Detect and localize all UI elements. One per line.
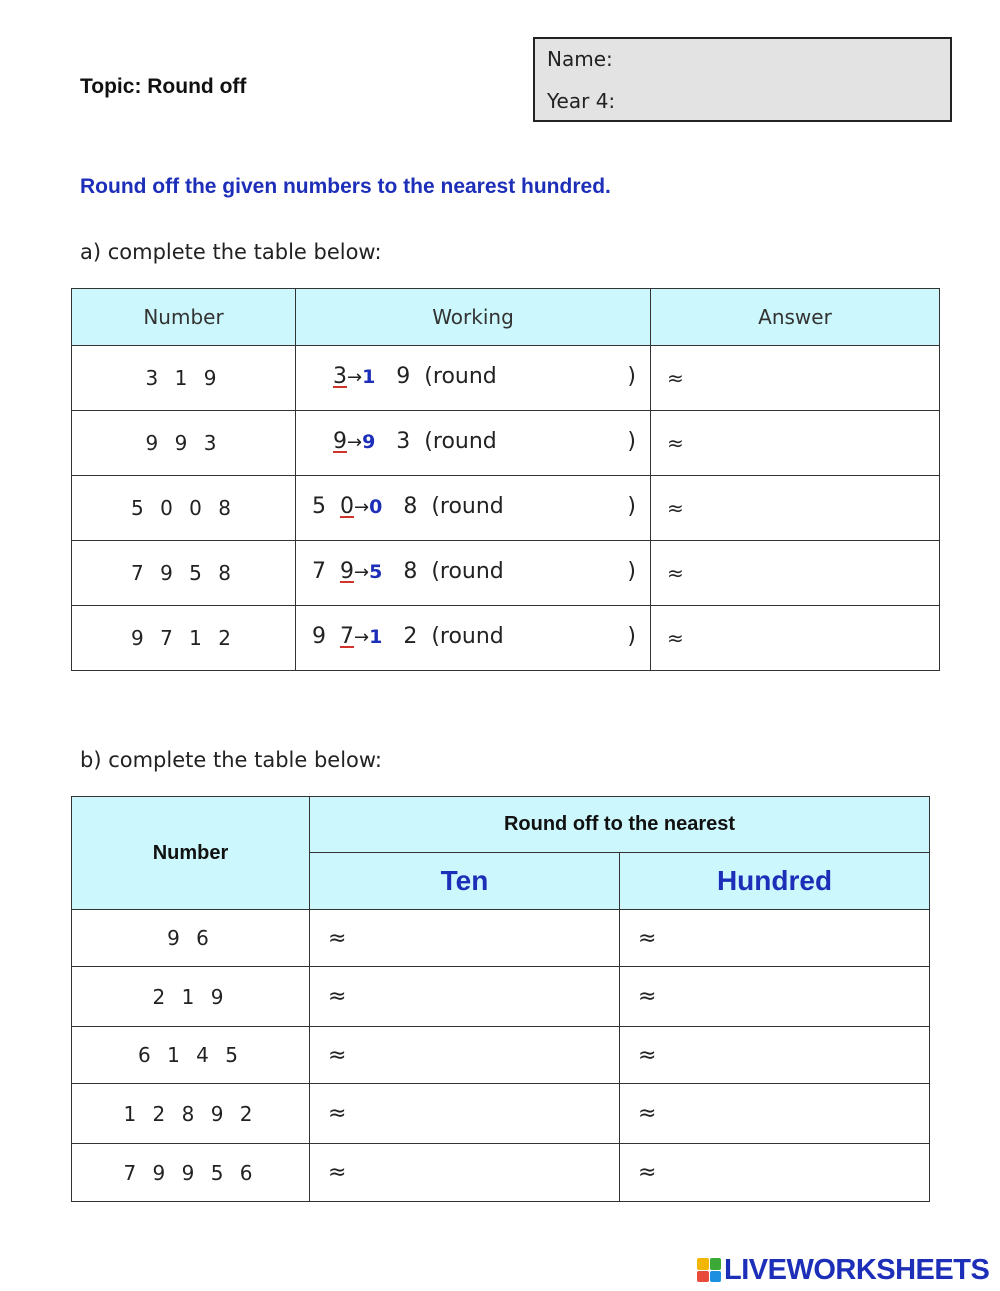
name-box (533, 37, 952, 122)
ten-answer-cell[interactable]: ≈ (310, 1027, 620, 1084)
table-row (72, 1144, 930, 1202)
hundred-answer-cell[interactable]: ≈ (620, 910, 930, 967)
remaining-digit: 9 (396, 364, 411, 389)
working-cell (296, 606, 651, 671)
hundreds-digit: 7 (340, 624, 354, 649)
hundred-answer-cell[interactable]: ≈ (620, 967, 930, 1027)
part-a-table (71, 288, 940, 671)
remaining-digit: 8 (403, 559, 418, 584)
arrow-icon: → (346, 367, 363, 388)
deciding-digit: 0 (369, 496, 383, 518)
table-row (72, 411, 940, 476)
ten-answer-cell[interactable]: ≈ (310, 910, 620, 967)
leading-digit: 9 (312, 624, 326, 649)
header-working: Working (296, 289, 651, 346)
year-label: Year 4: (547, 89, 616, 113)
header-ten: Ten (310, 853, 620, 910)
number-cell: 9 6 (72, 910, 310, 967)
round-label: (round (431, 494, 504, 519)
leading-digit: 7 (312, 559, 326, 584)
table-row (72, 967, 930, 1027)
number-cell: 7 9 5 8 (72, 541, 296, 606)
hundreds-digit: 3 (332, 364, 347, 389)
part-b-table (71, 796, 930, 1202)
part-a-label: a) complete the table below: (80, 240, 382, 264)
name-label: Name: (547, 47, 613, 71)
round-label: (round (424, 364, 497, 389)
working-cell (296, 541, 651, 606)
number-cell: 3 1 9 (72, 346, 296, 411)
round-label: (round (424, 429, 497, 454)
hundreds-digit: 0 (340, 494, 354, 519)
header-number: Number (72, 289, 296, 346)
topic-heading: Topic: Round off (80, 75, 247, 98)
arrow-icon: → (346, 432, 363, 453)
table-row (72, 346, 940, 411)
answer-cell[interactable]: ≈ (651, 541, 940, 606)
round-label: (round (431, 559, 504, 584)
deciding-digit: 9 (362, 431, 376, 453)
close-paren: ) (627, 494, 636, 519)
hundred-answer-cell[interactable]: ≈ (620, 1027, 930, 1084)
ten-answer-cell[interactable]: ≈ (310, 1144, 620, 1202)
remaining-digit: 2 (403, 624, 418, 649)
answer-cell[interactable]: ≈ (651, 411, 940, 476)
number-cell: 5 0 0 8 (72, 476, 296, 541)
working-cell (296, 476, 651, 541)
answer-cell[interactable]: ≈ (651, 476, 940, 541)
arrow-icon: → (354, 497, 370, 518)
working-cell (296, 411, 651, 476)
working-cell (296, 346, 651, 411)
liveworksheets-logo (697, 1252, 989, 1288)
ten-answer-cell[interactable]: ≈ (310, 967, 620, 1027)
header-number: Number (72, 797, 310, 910)
part-b-label: b) complete the table below: (80, 748, 382, 772)
number-cell: 1 2 8 9 2 (72, 1084, 310, 1144)
number-cell: 2 1 9 (72, 967, 310, 1027)
close-paren: ) (627, 624, 636, 649)
table-row (72, 606, 940, 671)
leading-digit: 5 (312, 494, 326, 519)
remaining-digit: 3 (396, 429, 411, 454)
deciding-digit: 1 (369, 626, 383, 648)
table-row (72, 1084, 930, 1144)
logo-mark-icon (697, 1258, 721, 1282)
close-paren: ) (627, 559, 636, 584)
hundreds-digit: 9 (340, 559, 354, 584)
hundred-answer-cell[interactable]: ≈ (620, 1144, 930, 1202)
answer-cell[interactable]: ≈ (651, 606, 940, 671)
deciding-digit: 1 (362, 366, 376, 388)
answer-cell[interactable]: ≈ (651, 346, 940, 411)
number-cell: 9 9 3 (72, 411, 296, 476)
table-row (72, 1027, 930, 1084)
remaining-digit: 8 (403, 494, 418, 519)
header-hundred: Hundred (620, 853, 930, 910)
number-cell: 7 9 9 5 6 (72, 1144, 310, 1202)
logo-text: LIVEWORKSHEETS (724, 1253, 990, 1286)
number-cell: 9 7 1 2 (72, 606, 296, 671)
hundred-answer-cell[interactable]: ≈ (620, 1084, 930, 1144)
hundreds-digit: 9 (332, 429, 347, 454)
ten-answer-cell[interactable]: ≈ (310, 1084, 620, 1144)
table-row (72, 541, 940, 606)
instruction: Round off the given numbers to the nearest hundred. (80, 175, 611, 198)
deciding-digit: 5 (369, 561, 383, 583)
number-cell: 6 1 4 5 (72, 1027, 310, 1084)
close-paren: ) (627, 364, 636, 389)
close-paren: ) (627, 429, 636, 454)
table-row (72, 910, 930, 967)
header-answer: Answer (651, 289, 940, 346)
table-row (72, 476, 940, 541)
arrow-icon: → (354, 562, 370, 583)
header-round-off: Round off to the nearest (310, 797, 930, 853)
arrow-icon: → (354, 627, 370, 648)
round-label: (round (431, 624, 504, 649)
